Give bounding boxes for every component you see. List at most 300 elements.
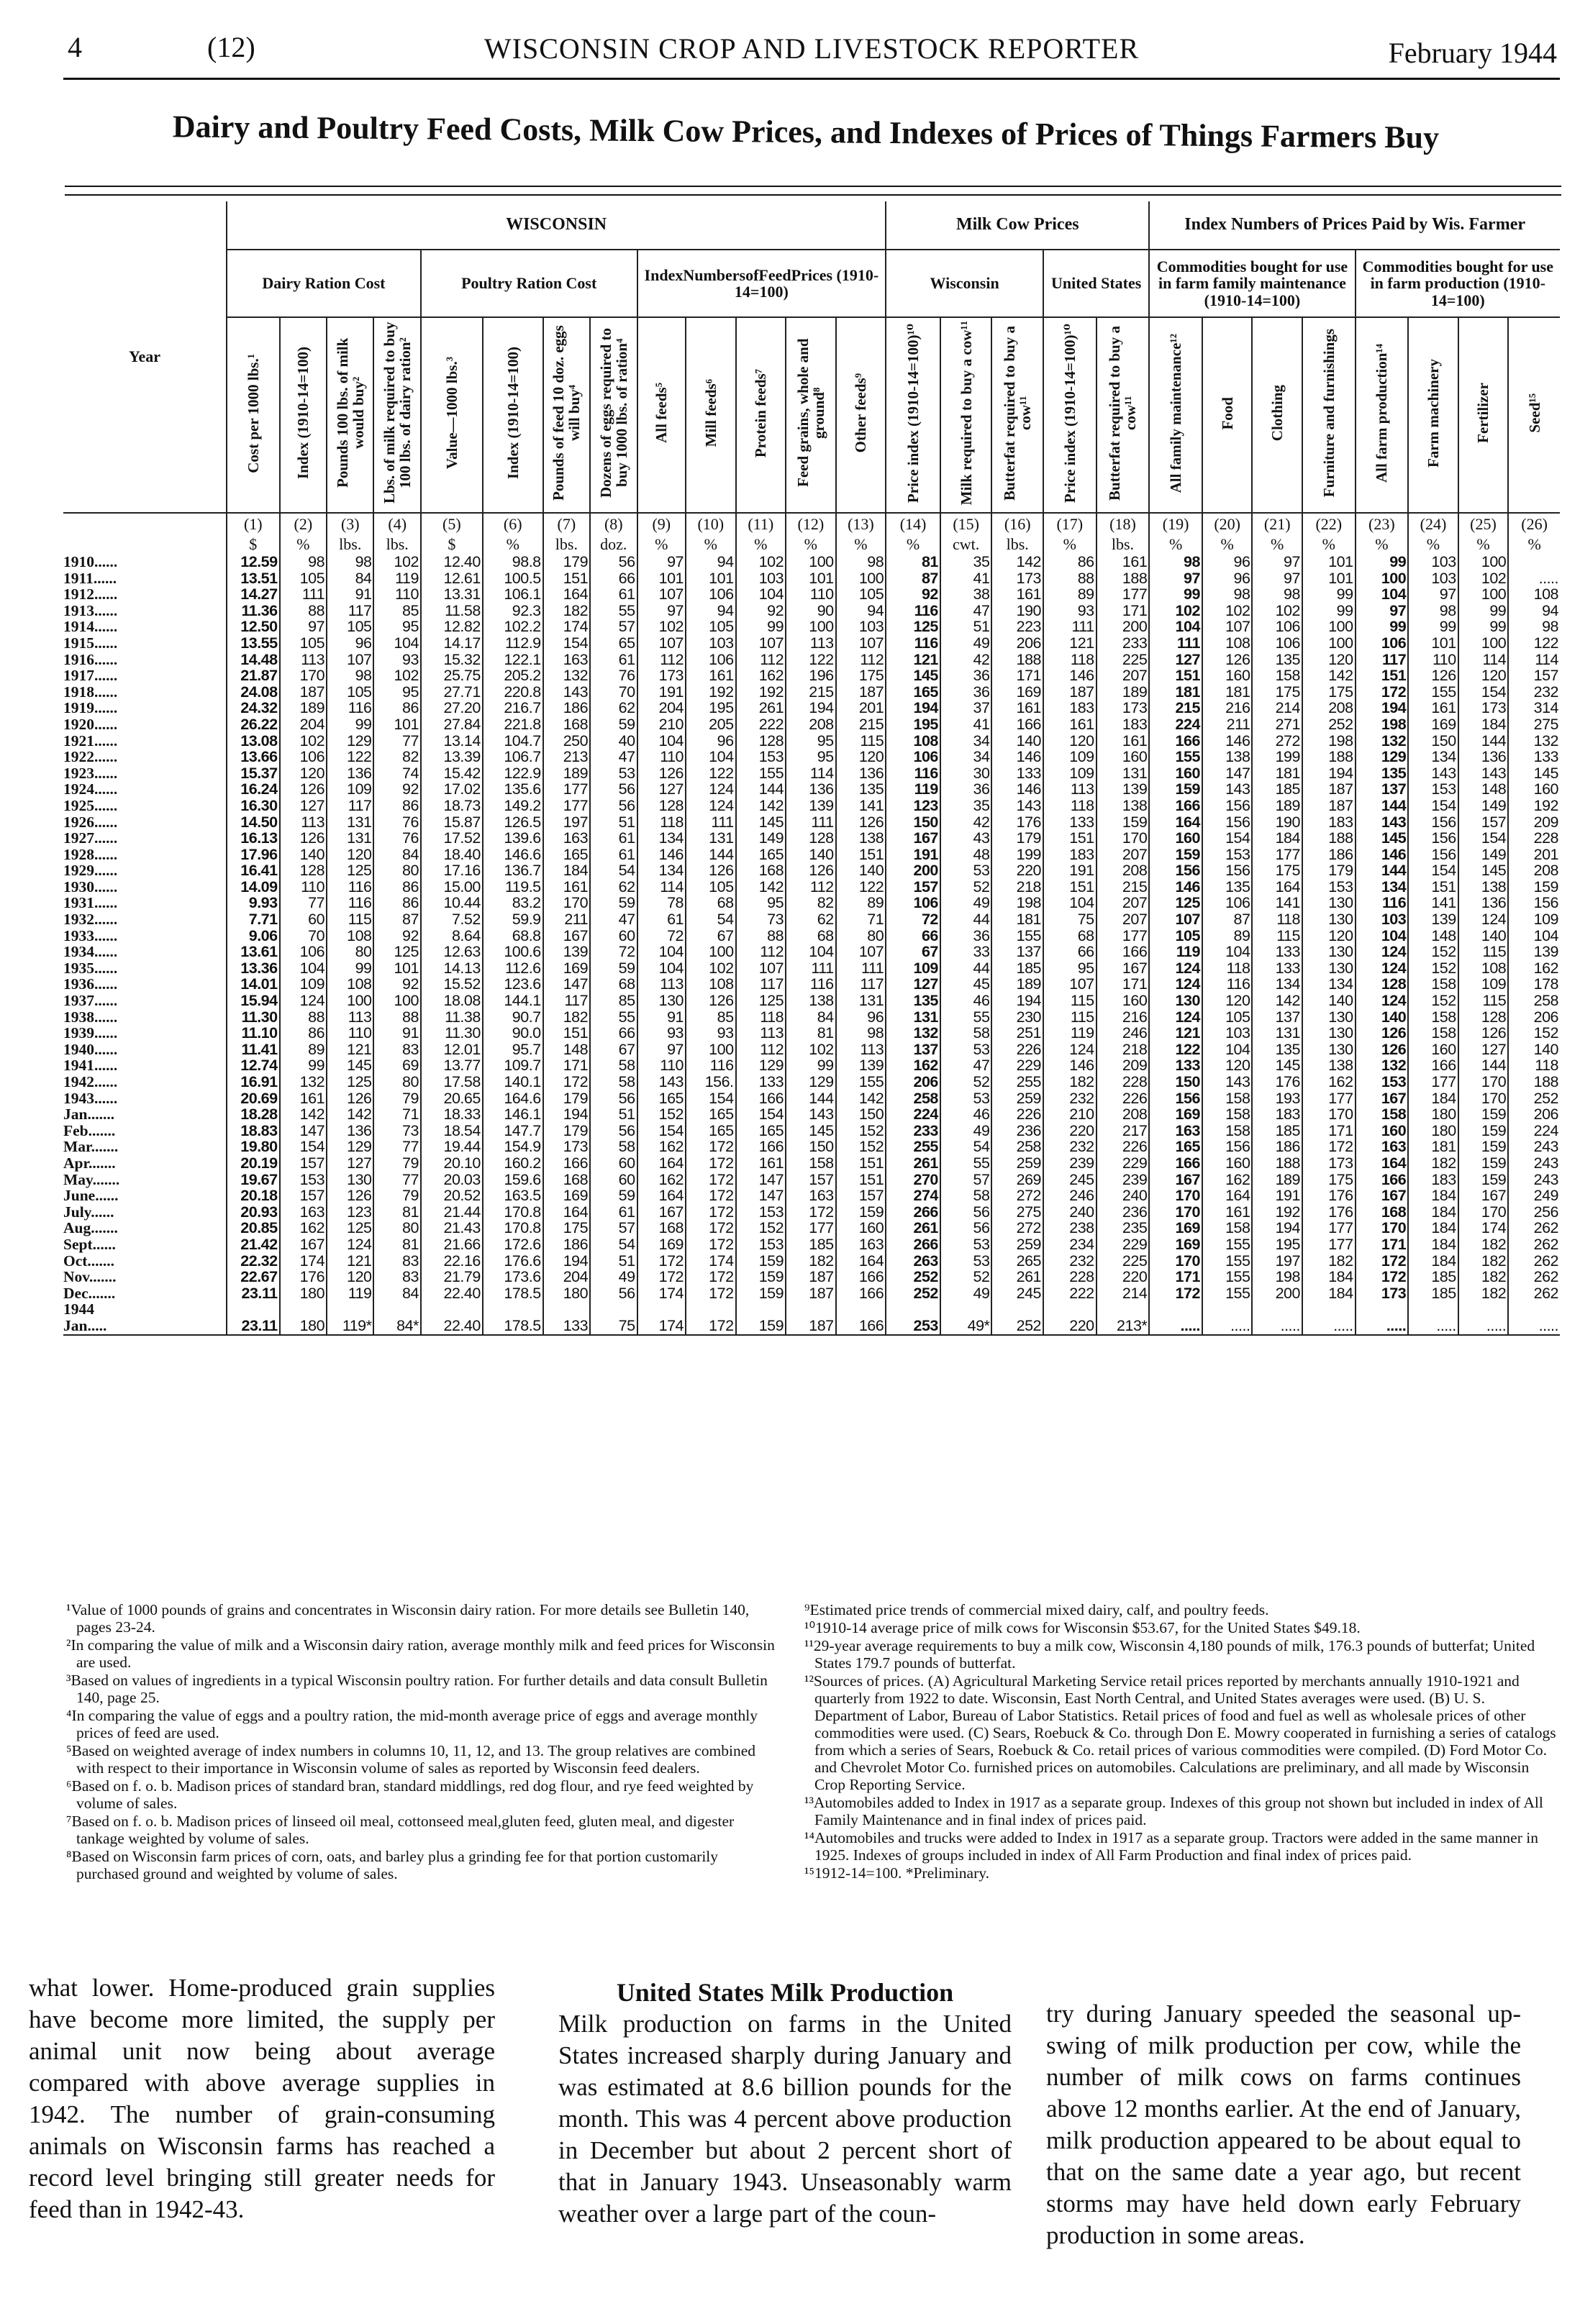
column-number: (22) xyxy=(1302,513,1356,535)
table-cell: 136 xyxy=(1458,895,1509,911)
table-cell: 122.1 xyxy=(483,652,543,668)
table-cell: 112 xyxy=(637,652,686,668)
table-cell: 104 xyxy=(736,586,786,603)
table-cell: 49 xyxy=(940,1123,992,1139)
table-row xyxy=(63,749,1560,765)
table-cell: 142 xyxy=(280,1106,327,1123)
table-cell: 162 xyxy=(1508,960,1560,977)
table-cell: 22.40 xyxy=(421,1285,483,1302)
table-cell: 121 xyxy=(1149,1025,1202,1042)
table-cell: 92 xyxy=(886,586,940,603)
table-cell: 110 xyxy=(373,586,420,603)
footnote: ³Based on values of ingredients in a typical Wisconsin poultry ration. For further details and data consult Bulletin 140, page 25. xyxy=(66,1672,768,1706)
table-cell: 209 xyxy=(1097,1057,1150,1074)
table-cell: 134 xyxy=(637,830,686,847)
table-cell: 20.52 xyxy=(421,1188,483,1204)
table-cell: 101 xyxy=(373,716,420,733)
table-cell: 138 xyxy=(836,830,886,847)
table-row xyxy=(63,652,1560,668)
table-cell: 177 xyxy=(1302,1220,1356,1236)
table-cell: 218 xyxy=(1097,1042,1150,1058)
table-cell: 144 xyxy=(1356,862,1409,879)
table-cell: 101 xyxy=(1302,570,1356,587)
table-cell: 169 xyxy=(1149,1106,1202,1123)
table-cell: 119 xyxy=(1043,1025,1097,1042)
table-cell: 172 xyxy=(637,1253,686,1270)
table-cell: 18.33 xyxy=(421,1106,483,1123)
table-cell: 134 xyxy=(1356,879,1409,896)
table-cell: 166 xyxy=(1149,1155,1202,1172)
table-cell: 37 xyxy=(940,700,992,716)
table-cell: 86 xyxy=(373,700,420,716)
table-row xyxy=(63,928,1560,944)
table-cell: 121 xyxy=(327,1253,373,1270)
table-cell: 102 xyxy=(1252,603,1302,619)
table-cell: 80 xyxy=(373,862,420,879)
table-cell: 114 xyxy=(786,765,836,782)
table-cell: 122 xyxy=(1508,635,1560,652)
table-cell: 56 xyxy=(940,1220,992,1236)
table-cell: 170.8 xyxy=(483,1220,543,1236)
table-cell: 116 xyxy=(327,700,373,716)
table-cell: 18.28 xyxy=(227,1106,280,1123)
table-cell: 102 xyxy=(280,733,327,749)
table-cell: 222 xyxy=(736,716,786,733)
row-label: 1938...... xyxy=(63,1008,118,1026)
table-cell: 140.1 xyxy=(483,1074,543,1090)
table-cell: 120 xyxy=(327,1269,373,1285)
table-cell: 35 xyxy=(940,798,992,814)
table-cell: 138 xyxy=(786,993,836,1009)
table-cell: 144 xyxy=(1356,798,1409,814)
footnote: ¹Value of 1000 pounds of grains and concentrates in Wisconsin dairy ration. For more details see Bulletin 140, pages 23-24. xyxy=(66,1601,750,1636)
table-cell: 154 xyxy=(1458,684,1509,701)
table-cell: 252 xyxy=(1508,1090,1560,1107)
table-cell: 11.30 xyxy=(421,1025,483,1042)
sub-poultry-ration: Poultry Ration Cost xyxy=(421,250,637,317)
table-cell: 106 xyxy=(1356,635,1409,652)
table-cell: 99 xyxy=(1302,586,1356,603)
table-cell: 177 xyxy=(543,781,590,798)
table-cell: 159 xyxy=(736,1253,786,1270)
table-cell: 160 xyxy=(1408,1042,1458,1058)
table-cell: 56 xyxy=(590,554,637,570)
table-row xyxy=(63,1220,1560,1236)
column-header: Furniture and furnishings xyxy=(1302,317,1356,513)
table-cell: 164 xyxy=(1252,879,1302,896)
table-cell: 150 xyxy=(886,814,940,831)
table-cell: 161 xyxy=(991,700,1043,716)
table-cell: 205 xyxy=(686,716,736,733)
table-cell: 171 xyxy=(543,1057,590,1074)
column-number: (15) xyxy=(940,513,992,535)
table-cell: 86 xyxy=(373,879,420,896)
table-cell: 162 xyxy=(1302,1074,1356,1090)
table-cell: 58 xyxy=(940,1025,992,1042)
table-cell: 208 xyxy=(786,716,836,733)
table-cell: 177 xyxy=(786,1220,836,1236)
table-cell: 197 xyxy=(1252,1253,1302,1270)
table-cell: 95.7 xyxy=(483,1042,543,1058)
row-label: 1941...... xyxy=(63,1057,118,1075)
table-cell: 47 xyxy=(940,1057,992,1074)
table-cell: 194 xyxy=(543,1253,590,1270)
table-cell: 20.85 xyxy=(227,1220,280,1236)
table-cell: 15.52 xyxy=(421,976,483,993)
table-cell: 11.38 xyxy=(421,1009,483,1026)
table-cell: 121 xyxy=(886,652,940,668)
table-cell: 259 xyxy=(991,1236,1043,1253)
table-cell: 146 xyxy=(991,781,1043,798)
table-cell: 147 xyxy=(280,1123,327,1139)
table-cell: 10.44 xyxy=(421,895,483,911)
table-cell: 215 xyxy=(786,684,836,701)
table-cell: 156 xyxy=(1149,862,1202,879)
table-cell: 239 xyxy=(1097,1172,1150,1188)
table-cell: 66 xyxy=(590,570,637,587)
table-cell: 70 xyxy=(590,684,637,701)
table-cell: 191 xyxy=(1252,1188,1302,1204)
table-cell: 69 xyxy=(373,1057,420,1074)
page-number: 4 xyxy=(68,31,82,63)
table-cell: 182 xyxy=(1458,1236,1509,1253)
table-cell: 133 xyxy=(991,765,1043,782)
table-cell: 147 xyxy=(736,1172,786,1188)
table-cell: 159 xyxy=(1458,1139,1509,1155)
table-cell: 209 xyxy=(1508,814,1560,831)
table-cell: 164 xyxy=(637,1188,686,1204)
column-unit: lbs. xyxy=(1097,535,1150,554)
table-cell: 170 xyxy=(1149,1188,1202,1204)
table-cell: 187 xyxy=(1043,684,1097,701)
table-cell: 97 xyxy=(637,554,686,570)
table-cell: 91 xyxy=(637,1009,686,1026)
table-cell: 96 xyxy=(836,1009,886,1026)
issue-number: (12) xyxy=(207,31,255,63)
table-cell: 136 xyxy=(836,765,886,782)
table-cell: ..... xyxy=(1252,1318,1302,1335)
table-cell: 97 xyxy=(1252,554,1302,570)
table-cell: 187 xyxy=(1302,781,1356,798)
table-cell: 45 xyxy=(940,976,992,993)
table-cell: 173 xyxy=(1097,700,1150,716)
table-cell: 62 xyxy=(590,700,637,716)
table-cell: 100 xyxy=(686,944,736,960)
table-cell: 81 xyxy=(786,1025,836,1042)
table-cell: 266 xyxy=(886,1236,940,1253)
table-cell: 154 xyxy=(1408,798,1458,814)
table-cell: 169 xyxy=(1149,1236,1202,1253)
table-cell: 84 xyxy=(373,1285,420,1302)
table-cell: 92.3 xyxy=(483,603,543,619)
table-row xyxy=(63,862,1560,879)
table-cell: 214 xyxy=(1097,1285,1150,1302)
table-cell: 80 xyxy=(327,944,373,960)
table-row xyxy=(63,1172,1560,1188)
table-cell: 197 xyxy=(543,814,590,831)
table-cell: 117 xyxy=(736,976,786,993)
table-cell: 75 xyxy=(1043,911,1097,928)
table-cell: 160 xyxy=(1149,830,1202,847)
table-cell: 146 xyxy=(1356,847,1409,863)
table-cell: 151 xyxy=(836,1172,886,1188)
table-cell: 208 xyxy=(1097,1106,1150,1123)
table-cell: 134 xyxy=(1408,749,1458,765)
table-cell: 51 xyxy=(590,814,637,831)
table-cell: 159 xyxy=(1458,1155,1509,1172)
column-unit: % xyxy=(1458,535,1509,554)
table-cell: 71 xyxy=(836,911,886,928)
column-unit: % xyxy=(1508,535,1560,554)
group-milk-cow-prices: Milk Cow Prices xyxy=(886,201,1149,250)
table-cell: 99 xyxy=(327,960,373,977)
table-cell: 105 xyxy=(686,879,736,896)
table-cell: 74 xyxy=(373,765,420,782)
table-cell: 157 xyxy=(1458,814,1509,831)
table-cell: 171 xyxy=(1149,1269,1202,1285)
column-header: Pounds of feed 10 doz. eggs will buy⁴ xyxy=(543,317,590,513)
table-cell: 166 xyxy=(836,1318,886,1335)
table-cell: 172 xyxy=(686,1204,736,1221)
table-cell: 11.58 xyxy=(421,603,483,619)
table-cell: 138 xyxy=(1202,749,1253,765)
table-cell xyxy=(1302,1301,1356,1318)
table-cell: 144 xyxy=(686,847,736,863)
table-cell: 34 xyxy=(940,749,992,765)
table-cell: 72 xyxy=(590,944,637,960)
column-number: (10) xyxy=(686,513,736,535)
table-cell: 51 xyxy=(590,1106,637,1123)
column-header: Pounds 100 lbs. of milk would buy² xyxy=(327,317,373,513)
table-cell: 151 xyxy=(1408,879,1458,896)
footnote: ²In comparing the value of milk and a Wisconsin dairy ration, average monthly milk and feed prices for Wisconsin are used. xyxy=(66,1636,775,1671)
table-cell: 124 xyxy=(686,781,736,798)
table-cell xyxy=(1149,1301,1202,1318)
column-unit: % xyxy=(1302,535,1356,554)
table-cell: 14.27 xyxy=(227,586,280,603)
table-cell: 137 xyxy=(1356,781,1409,798)
column-header: Price index (1910-14=100)¹⁰ xyxy=(1043,317,1097,513)
column-header: Fertilizer xyxy=(1458,317,1509,513)
table-cell: 181 xyxy=(1202,684,1253,701)
table-cell: 103 xyxy=(686,635,736,652)
table-cell: 103 xyxy=(1408,554,1458,570)
table-row xyxy=(63,1090,1560,1107)
table-cell: 106 xyxy=(686,652,736,668)
table-cell: 184 xyxy=(1408,1253,1458,1270)
table-cell: 139.6 xyxy=(483,830,543,847)
table-cell: 106 xyxy=(686,586,736,603)
table-cell: 98 xyxy=(1252,586,1302,603)
title-rule xyxy=(65,186,1561,196)
table-cell: 232 xyxy=(1043,1139,1097,1155)
table-cell: 226 xyxy=(1097,1090,1150,1107)
table-cell: 172 xyxy=(1356,1253,1409,1270)
table-cell: 275 xyxy=(1508,716,1560,733)
table-cell: 210 xyxy=(1043,1106,1097,1123)
row-label: 1940...... xyxy=(63,1040,118,1058)
table-cell: 173 xyxy=(1458,700,1509,716)
table-cell: 206 xyxy=(886,1074,940,1090)
column-number: (12) xyxy=(786,513,836,535)
table-cell: 170 xyxy=(1458,1074,1509,1090)
table-cell: 163 xyxy=(280,1204,327,1221)
table-cell: 21.66 xyxy=(421,1236,483,1253)
table-cell xyxy=(786,1301,836,1318)
table-cell: 262 xyxy=(1508,1285,1560,1302)
table-cell: 269 xyxy=(991,1172,1043,1188)
table-cell: 165 xyxy=(886,684,940,701)
table-cell: 131 xyxy=(1252,1025,1302,1042)
table-cell: 151 xyxy=(1043,830,1097,847)
table-cell: 107 xyxy=(836,635,886,652)
table-cell: 169 xyxy=(991,684,1043,701)
table-cell: 176 xyxy=(1252,1074,1302,1090)
table-cell: 188 xyxy=(1252,1155,1302,1172)
table-cell: 138 xyxy=(1458,879,1509,896)
table-cell: 220 xyxy=(991,862,1043,879)
table-cell: 49 xyxy=(590,1269,637,1285)
table-row xyxy=(63,1139,1560,1155)
table-cell: 229 xyxy=(991,1057,1043,1074)
table-cell: 102 xyxy=(736,554,786,570)
table-row xyxy=(63,1204,1560,1221)
table-cell: 132 xyxy=(1356,1057,1409,1074)
table-row xyxy=(63,830,1560,847)
column-number: (11) xyxy=(736,513,786,535)
table-cell: 16.91 xyxy=(227,1074,280,1090)
table-cell xyxy=(1252,1301,1302,1318)
table-cell: 20.93 xyxy=(227,1204,280,1221)
table-cell: 172 xyxy=(686,1318,736,1335)
table-cell: 49 xyxy=(940,895,992,911)
table-cell xyxy=(1508,554,1560,570)
article-text-2: Milk production on farms in the United States increased sharply during January and was estimated at 8.6 billion pounds for the month. This was 4 percent above production in December but about 2 percent short of that in January 1943. Unseasonably warm weather over a large part of the coun- xyxy=(558,2010,1012,2228)
table-cell: 114 xyxy=(1508,652,1560,668)
table-cell: 33 xyxy=(940,944,992,960)
table-cell: 184 xyxy=(1302,1269,1356,1285)
table-cell: 98 xyxy=(280,554,327,570)
column-unit: % xyxy=(1408,535,1458,554)
table-cell: 127 xyxy=(1458,1042,1509,1058)
table-cell: 185 xyxy=(1408,1269,1458,1285)
table-cell: 17.52 xyxy=(421,830,483,847)
table-cell: 118 xyxy=(637,814,686,831)
table-cell: 179 xyxy=(543,1123,590,1139)
table-cell: 20.18 xyxy=(227,1188,280,1204)
table-cell xyxy=(280,1301,327,1318)
table-cell: 161 xyxy=(280,1090,327,1107)
table-cell: 42 xyxy=(940,652,992,668)
column-unit: % xyxy=(637,535,686,554)
table-row xyxy=(63,635,1560,652)
table-cell: 166 xyxy=(1149,733,1202,749)
table-cell: 42 xyxy=(940,814,992,831)
table-cell: 14.01 xyxy=(227,976,280,993)
row-label: 1920...... xyxy=(63,715,118,733)
table-cell: 125 xyxy=(886,619,940,635)
table-cell: 226 xyxy=(991,1042,1043,1058)
table-cell: 163 xyxy=(786,1188,836,1204)
column-number: (9) xyxy=(637,513,686,535)
table-cell: 49 xyxy=(940,1285,992,1302)
table-cell: 102 xyxy=(686,960,736,977)
table-cell: 204 xyxy=(543,1269,590,1285)
table-cell: 112 xyxy=(736,944,786,960)
table-cell: 142 xyxy=(736,798,786,814)
table-cell: 131 xyxy=(836,993,886,1009)
column-unit: % xyxy=(786,535,836,554)
table-cell: 87 xyxy=(373,911,420,928)
article-column-3 xyxy=(1046,1998,1521,2251)
table-cell: 119 xyxy=(327,1285,373,1302)
table-cell: 111 xyxy=(786,960,836,977)
table-cell: 163 xyxy=(1356,1139,1409,1155)
table-cell: 20.65 xyxy=(421,1090,483,1107)
table-cell: 106 xyxy=(1252,635,1302,652)
table-cell: 165 xyxy=(686,1106,736,1123)
table-cell: 85 xyxy=(590,993,637,1009)
table-cell: 153 xyxy=(1356,1074,1409,1090)
table-cell: 108 xyxy=(686,976,736,993)
table-cell: 123.6 xyxy=(483,976,543,993)
table-cell: 215 xyxy=(836,716,886,733)
table-cell: 94 xyxy=(836,603,886,619)
table-cell: 137 xyxy=(886,1042,940,1058)
table-cell: 161 xyxy=(686,667,736,684)
table-cell: 15.94 xyxy=(227,993,280,1009)
table-cell: 81 xyxy=(373,1236,420,1253)
table-cell: 152 xyxy=(1408,960,1458,977)
footnote: ¹²Sources of prices. (A) Agricultural Marketing Service retail prices reported by merchants annually 1910-1921 and quarterly from 1922 to date. Wisconsin, East North Central, and United States averages were used. (B) U. S. Department of Labor, Bureau of Labor Statistics. Retail prices of food and fuel as well as wholesale prices of other commodities were used. (C) Sears, Roebuck & Co. through Don E. Mowry cooperated in furnishing a series of catalogs from which a series of Sears, Roebuck & Co. retail prices of various commodities were compiled. (D) Ford Motor Co. and Chevrolet Motor Co. furnished prices on automobiles. Calculations are preliminary, and all made by Wisconsin Crop Reporting Service. xyxy=(804,1672,1556,1793)
table-cell: 102 xyxy=(786,1042,836,1058)
table-cell: 135 xyxy=(1202,879,1253,896)
table-cell: 21.42 xyxy=(227,1236,280,1253)
table-cell: 170 xyxy=(543,895,590,911)
table-cell: 174 xyxy=(686,1253,736,1270)
table-cell: 190 xyxy=(991,603,1043,619)
table-row xyxy=(63,1188,1560,1204)
table-cell: 95 xyxy=(373,619,420,635)
table-cell: 68 xyxy=(786,928,836,944)
row-label: Nov....... xyxy=(63,1268,117,1286)
table-cell: 136.7 xyxy=(483,862,543,879)
table-cell: 152 xyxy=(1408,993,1458,1009)
table-cell: 160 xyxy=(1356,1123,1409,1139)
table-cell: 138 xyxy=(1097,798,1150,814)
table-cell: 136 xyxy=(786,781,836,798)
table-cell: 122 xyxy=(786,652,836,668)
table-cell: 107 xyxy=(1043,976,1097,993)
table-cell: 104 xyxy=(637,733,686,749)
table-cell: 116 xyxy=(1356,895,1409,911)
table-cell: 56 xyxy=(940,1204,992,1221)
table-cell: 167 xyxy=(886,830,940,847)
table-cell: 149.2 xyxy=(483,798,543,814)
column-unit: doz. xyxy=(590,535,637,554)
table-cell: 22.40 xyxy=(421,1318,483,1335)
column-unit: lbs. xyxy=(373,535,420,554)
footnote: ¹³Automobiles added to Index in 1917 as a separate group. Indexes of this group not shown but included in index of All Family Maintenance and in final index of prices paid. xyxy=(804,1794,1543,1828)
table-cell: 137 xyxy=(1252,1009,1302,1026)
table-cell: 183 xyxy=(1043,847,1097,863)
table-cell: 118 xyxy=(1043,652,1097,668)
table-cell: 130 xyxy=(1302,1025,1356,1042)
table-cell: 182 xyxy=(1458,1253,1509,1270)
table-cell: 122 xyxy=(1149,1042,1202,1058)
table-cell: 158 xyxy=(1202,1123,1253,1139)
row-label: 1943...... xyxy=(63,1089,118,1107)
